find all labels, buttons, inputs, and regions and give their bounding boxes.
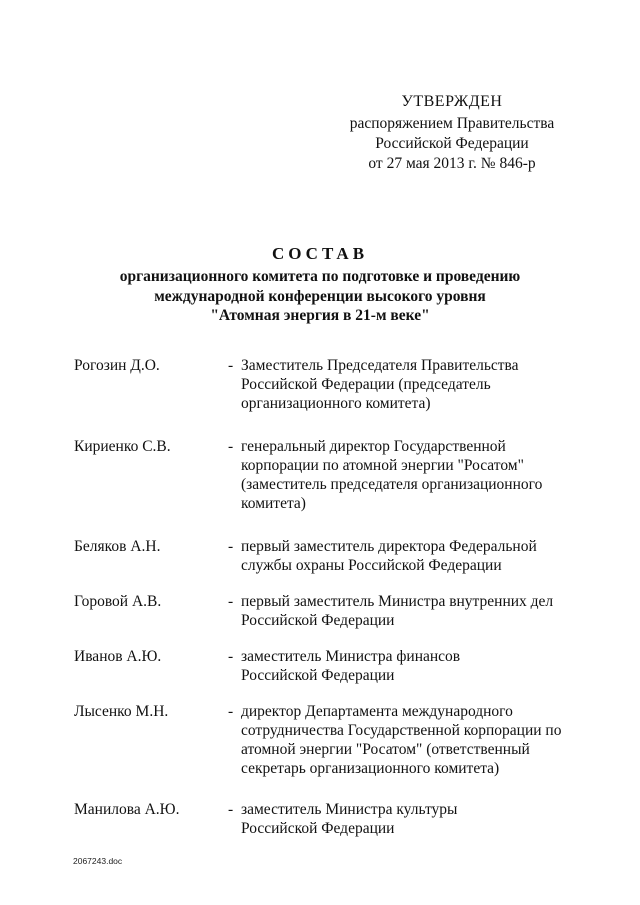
approval-block: [300, 92, 604, 174]
member-dash: -: [228, 703, 234, 720]
document-subtitle-line: международной конференции высокого уровня: [154, 287, 486, 305]
member-name: Кириенко С.В.: [74, 438, 171, 455]
member-role-line: генеральный директор Государственной: [241, 438, 506, 455]
member-name: Лысенко М.Н.: [74, 703, 169, 720]
approval-title: УТВЕРЖДЕН: [401, 93, 503, 110]
member-role: [241, 356, 541, 413]
document-heading: [0, 243, 640, 326]
member-role-line: директор Департамента международного: [241, 703, 513, 720]
member-role-line: секретарь организационного комитета): [241, 760, 500, 777]
approval-line: Российской Федерации: [375, 135, 529, 152]
member-role: [241, 702, 562, 778]
member-name: Рогозин Д.О.: [74, 357, 160, 374]
member-role-line: (заместитель председателя организационного: [241, 476, 543, 493]
member-role-line: корпорации по атомной энергии "Росатом": [241, 457, 524, 474]
member-role-line: первый заместитель директора Федеральной: [241, 538, 537, 555]
member-role-line: комитета): [241, 495, 306, 512]
member-role-line: заместитель Министра финансов: [241, 648, 461, 665]
member-dash: -: [228, 648, 234, 665]
member-role-line: заместитель Министра культуры: [241, 801, 458, 818]
member-entry: [74, 537, 614, 575]
member-list: [74, 356, 614, 838]
member-role-line: атомной энергии "Росатом" (ответственный: [241, 741, 530, 758]
member-dash: -: [228, 593, 234, 610]
member-role: [241, 437, 541, 513]
member-entry: [74, 356, 614, 413]
member-entry: [74, 592, 614, 630]
approval-line: распоряжением Правительства: [349, 115, 555, 132]
document-subtitle-line: "Атомная энергия в 21-м веке": [210, 307, 430, 324]
member-role-line: Заместитель Председателя Правительства: [241, 357, 519, 374]
document-file-id: 2067243.doc: [73, 856, 123, 866]
member-name: Иванов А.Ю.: [74, 648, 162, 665]
member-name: Беляков А.Н.: [74, 538, 161, 555]
member-entry: [74, 800, 614, 838]
member-role: [241, 800, 541, 838]
member-role-line: Российской Федерации: [241, 820, 395, 837]
member-role-line: службы охраны Российской Федерации: [241, 557, 502, 574]
member-role-line: организационного комитета): [241, 395, 431, 412]
member-name: Горовой А.В.: [74, 593, 162, 610]
member-entry: [74, 437, 614, 513]
member-dash: -: [228, 357, 234, 374]
member-role-line: сотрудничества Государственной корпорации по: [241, 722, 562, 739]
document-subtitle-line: организационного комитета по подготовке и проведению: [119, 268, 521, 285]
document-title: СОСТАВ: [271, 244, 369, 263]
member-name: Манилова А.Ю.: [74, 801, 180, 818]
member-role-line: первый заместитель Министра внутренних дел: [241, 593, 554, 610]
member-role: [241, 537, 541, 575]
member-entry: [74, 647, 614, 685]
member-entry: [74, 702, 614, 778]
approval-date-line: от 27 мая 2013 г. № 846-р: [368, 155, 536, 172]
member-role-line: Российской Федерации: [241, 667, 395, 684]
member-role: [241, 592, 554, 630]
member-dash: -: [228, 538, 234, 555]
member-dash: -: [228, 438, 234, 455]
member-dash: -: [228, 801, 234, 818]
member-role-line: Российской Федерации: [241, 612, 395, 629]
member-role-line: Российской Федерации (председатель: [241, 376, 491, 393]
member-role: [241, 647, 541, 685]
